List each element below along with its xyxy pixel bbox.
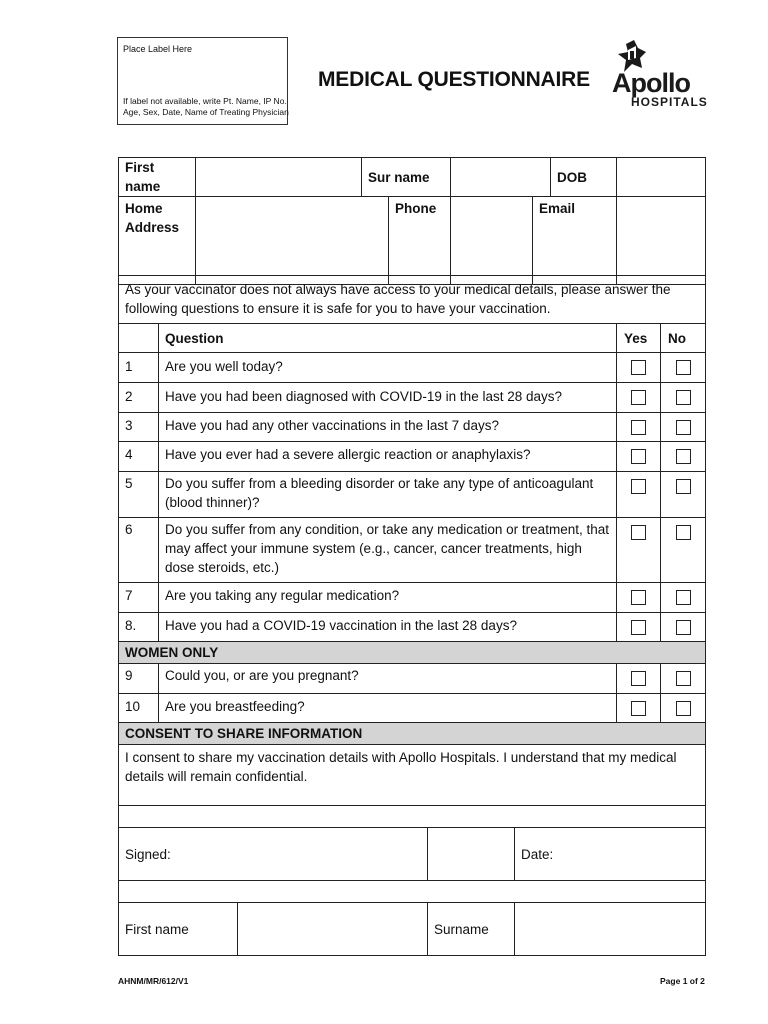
sur-name-label: Sur name <box>362 158 451 197</box>
signature-field[interactable] <box>428 828 515 881</box>
dob-field[interactable] <box>617 158 706 197</box>
yes-checkbox[interactable] <box>631 525 646 540</box>
signed-label: Signed: <box>119 828 428 881</box>
first-name-field[interactable] <box>238 903 428 956</box>
no-checkbox[interactable] <box>676 525 691 540</box>
home-address-field[interactable] <box>196 197 389 285</box>
no-checkbox[interactable] <box>676 420 691 435</box>
no-checkbox[interactable] <box>676 671 691 686</box>
apollo-logo <box>608 38 708 110</box>
surname-label: Surname <box>428 903 515 956</box>
blank-row <box>119 881 706 903</box>
blank-row <box>119 806 706 828</box>
question-number: 5 <box>119 472 159 518</box>
form-code: AHNM/MR/612/V1 <box>118 976 189 986</box>
question-row <box>119 664 706 694</box>
label-placeholder-text: Place Label Here <box>123 44 193 54</box>
phone-field[interactable] <box>451 197 533 285</box>
personal-details-table <box>118 157 706 285</box>
dob-label: DOB <box>551 158 617 197</box>
yes-checkbox[interactable] <box>631 701 646 716</box>
question-row <box>119 413 706 442</box>
question-number: 6 <box>119 518 159 583</box>
question-row <box>119 353 706 383</box>
question-number: 9 <box>119 664 159 694</box>
email-label: Email <box>533 197 617 285</box>
page-current: 1 <box>682 976 688 986</box>
question-text: Could you, or are you pregnant? <box>159 664 617 694</box>
signature-table <box>118 805 706 956</box>
question-text: Are you breastfeeding? <box>159 694 617 723</box>
no-checkbox[interactable] <box>676 590 691 605</box>
question-number: 4 <box>119 442 159 472</box>
yes-header: Yes <box>617 324 661 353</box>
consent-heading: CONSENT TO SHARE INFORMATION <box>119 723 706 745</box>
question-number: 7 <box>119 583 159 613</box>
no-checkbox[interactable] <box>676 390 691 405</box>
question-row <box>119 583 706 613</box>
question-text: Have you had been diagnosed with COVID-19 in the last 28 days? <box>159 383 617 413</box>
logo-word: Apollo <box>612 68 690 98</box>
question-row <box>119 472 706 518</box>
question-row <box>119 442 706 472</box>
page-title: MEDICAL QUESTIONNAIRE <box>318 68 590 91</box>
page-total: 2 <box>700 976 705 986</box>
sur-name-field[interactable] <box>451 158 551 197</box>
question-row <box>119 694 706 723</box>
page-prefix: Page <box>660 976 683 986</box>
first-name-label: First name <box>119 903 238 956</box>
phone-label: Phone <box>389 197 451 285</box>
no-checkbox[interactable] <box>676 360 691 375</box>
patient-label-box <box>117 37 288 125</box>
surname-field[interactable] <box>515 903 706 956</box>
yes-checkbox[interactable] <box>631 620 646 635</box>
first-name-label: First name <box>119 158 196 197</box>
question-number: 1 <box>119 353 159 383</box>
question-text: Have you had any other vaccinations in the last 7 days? <box>159 413 617 442</box>
question-row <box>119 518 706 583</box>
question-number: 2 <box>119 383 159 413</box>
question-number: 8. <box>119 613 159 642</box>
question-text: Have you had a COVID-19 vaccination in the last 28 days? <box>159 613 617 642</box>
yes-checkbox[interactable] <box>631 671 646 686</box>
women-only-heading: WOMEN ONLY <box>119 642 706 664</box>
no-checkbox[interactable] <box>676 449 691 464</box>
question-text: Are you well today? <box>159 353 617 383</box>
question-row <box>119 383 706 413</box>
logo-subtext: HOSPITALS <box>631 95 708 109</box>
yes-checkbox[interactable] <box>631 390 646 405</box>
question-text: Are you taking any regular medication? <box>159 583 617 613</box>
consent-text: I consent to share my vaccination details with Apollo Hospitals. I understand that my medical details will remain confidential. <box>119 745 706 806</box>
yes-checkbox[interactable] <box>631 479 646 494</box>
no-header: No <box>661 324 706 353</box>
date-label: Date: <box>515 828 706 881</box>
yes-checkbox[interactable] <box>631 449 646 464</box>
yes-checkbox[interactable] <box>631 360 646 375</box>
email-field[interactable] <box>617 197 706 285</box>
label-instructions-text: If label not available, write Pt. Name, IP No. Age, Sex, Date, Name of Treating Physician <box>123 96 289 117</box>
home-address-label: Home Address <box>119 197 196 285</box>
question-row <box>119 613 706 642</box>
question-text: Do you suffer from a bleeding disorder or take any type of anticoagulant (blood thinner)? <box>159 472 617 518</box>
question-header: Question <box>159 324 617 353</box>
no-checkbox[interactable] <box>676 479 691 494</box>
page-mid: of <box>687 976 701 986</box>
yes-checkbox[interactable] <box>631 590 646 605</box>
intro-text: As your vaccinator does not always have access to your medical details, please answer the following questions to ensure it is safe for you to have your vaccination. <box>119 276 706 324</box>
question-number: 3 <box>119 413 159 442</box>
question-number: 10 <box>119 694 159 723</box>
yes-checkbox[interactable] <box>631 420 646 435</box>
questions-table <box>118 275 706 806</box>
question-text: Do you suffer from any condition, or take any medication or treatment, that may affect your immune system (e.g., cancer, cancer treatments, high dose steroids, etc.) <box>159 518 617 583</box>
no-checkbox[interactable] <box>676 620 691 635</box>
first-name-field[interactable] <box>196 158 362 197</box>
question-text: Have you ever had a severe allergic reaction or anaphylaxis? <box>159 442 617 472</box>
no-checkbox[interactable] <box>676 701 691 716</box>
page-number <box>660 976 705 986</box>
